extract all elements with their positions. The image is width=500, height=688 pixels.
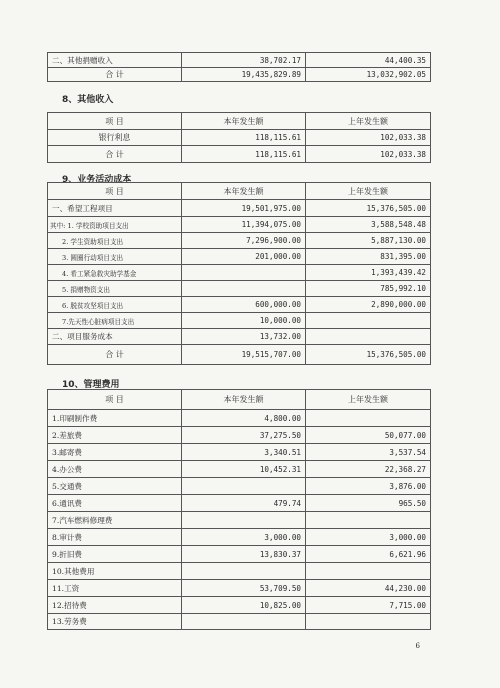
current-year-value: 19,435,829.89 (182, 68, 306, 82)
current-year-value: 10,825.00 (182, 597, 306, 614)
previous-year-value: 3,000.00 (306, 529, 431, 546)
row-label: 10.其他费用 (48, 563, 182, 580)
previous-year-value (306, 329, 431, 345)
row-label: 7.先天性心脏病项目支出 (48, 313, 182, 329)
current-year-value: 201,000.00 (182, 249, 306, 265)
current-year-value: 3,000.00 (182, 529, 306, 546)
current-year-value (182, 265, 306, 281)
column-header: 项 目 (48, 113, 182, 130)
row-label: 5.交通费 (48, 478, 182, 495)
other-income-table (47, 112, 431, 163)
current-year-value (182, 614, 306, 630)
table-row (48, 478, 431, 495)
row-label: 8.审计费 (48, 529, 182, 546)
current-year-value: 479.74 (182, 495, 306, 512)
previous-year-value (306, 410, 431, 427)
column-header: 上年发生额 (306, 390, 431, 410)
table-row (48, 444, 431, 461)
current-year-value: 7,296,900.00 (182, 233, 306, 249)
previous-year-value: 3,537.54 (306, 444, 431, 461)
previous-year-value: 15,376,505.00 (306, 200, 431, 217)
table-row (48, 345, 431, 365)
row-label: 13.劳务费 (48, 614, 182, 630)
row-label: 3.邮寄费 (48, 444, 182, 461)
column-header: 项 目 (48, 183, 182, 200)
table-row (48, 200, 431, 217)
previous-year-value (306, 313, 431, 329)
row-label: 合 计 (48, 345, 182, 365)
current-year-value: 10,452.31 (182, 461, 306, 478)
column-header: 上年发生额 (306, 183, 431, 200)
row-label: 其中: 1. 学校资助项目支出 (48, 217, 182, 233)
table-row (48, 329, 431, 345)
current-year-value: 118,115.61 (182, 130, 306, 146)
table-row (48, 580, 431, 597)
row-label: 合 计 (48, 146, 182, 163)
current-year-value: 37,275.50 (182, 427, 306, 444)
page-number: 6 (415, 642, 420, 650)
current-year-value: 38,702.17 (182, 53, 306, 68)
previous-year-value: 22,368.27 (306, 461, 431, 478)
row-label: 6. 脱贫攻坚项目支出 (48, 297, 182, 313)
current-year-value (182, 563, 306, 580)
table-row (48, 597, 431, 614)
table-row (48, 512, 431, 529)
row-label: 银行利息 (48, 130, 182, 146)
management-expense-table (47, 389, 431, 630)
row-label: 1.印刷制作费 (48, 410, 182, 427)
previous-year-value: 1,393,439.42 (306, 265, 431, 281)
row-label: 二、其他捐赠收入 (48, 53, 182, 68)
table-row (48, 563, 431, 580)
current-year-value (182, 281, 306, 297)
previous-year-value: 15,376,505.00 (306, 345, 431, 365)
section-8-title: 8、其他收入 (62, 95, 114, 105)
table-row (48, 281, 431, 297)
current-year-value: 10,000.00 (182, 313, 306, 329)
current-year-value: 19,515,707.00 (182, 345, 306, 365)
row-label: 3. 圆圈行动项目支出 (48, 249, 182, 265)
table-row (48, 297, 431, 313)
row-label: 一、希望工程项目 (48, 200, 182, 217)
previous-year-value: 3,876.00 (306, 478, 431, 495)
table-row (48, 495, 431, 512)
previous-year-value: 965.50 (306, 495, 431, 512)
current-year-value: 600,000.00 (182, 297, 306, 313)
table-row (48, 546, 431, 563)
row-label: 7.汽车燃料修理费 (48, 512, 182, 529)
table-header-row (48, 183, 431, 200)
previous-year-value: 13,032,902.05 (306, 68, 431, 82)
table-row (48, 461, 431, 478)
row-label: 2.差旅费 (48, 427, 182, 444)
column-header: 上年发生额 (306, 113, 431, 130)
table-header-row (48, 113, 431, 130)
current-year-value: 11,394,075.00 (182, 217, 306, 233)
previous-year-value: 6,621.96 (306, 546, 431, 563)
previous-year-value: 7,715.00 (306, 597, 431, 614)
row-label: 4. 希工紧急救灾助学基金 (48, 265, 182, 281)
current-year-value: 19,501,975.00 (182, 200, 306, 217)
previous-year-value: 44,400.35 (306, 53, 431, 68)
table-header-row (48, 390, 431, 410)
previous-year-value: 44,230.00 (306, 580, 431, 597)
previous-year-value (306, 512, 431, 529)
table-row (48, 68, 431, 82)
row-label: 9.折旧费 (48, 546, 182, 563)
current-year-value (182, 478, 306, 495)
section-10-title: 10、管理费用 (62, 380, 120, 390)
business-activity-cost-table (47, 182, 431, 365)
row-label: 5. 捐赠物资支出 (48, 281, 182, 297)
table-row (48, 427, 431, 444)
row-label: 11.工资 (48, 580, 182, 597)
previous-year-value: 102,033.38 (306, 146, 431, 163)
table-row (48, 410, 431, 427)
table-row (48, 146, 431, 163)
column-header: 项 目 (48, 390, 182, 410)
table-row (48, 313, 431, 329)
current-year-value: 3,340.51 (182, 444, 306, 461)
section-9-title: 9、业务活动成本 (62, 175, 132, 185)
previous-year-value: 3,588,548.48 (306, 217, 431, 233)
row-label: 12.招待费 (48, 597, 182, 614)
previous-year-value (306, 563, 431, 580)
table-row (48, 529, 431, 546)
table-row (48, 265, 431, 281)
table-row (48, 614, 431, 630)
column-header: 本年发生额 (182, 183, 306, 200)
row-label: 6.通讯费 (48, 495, 182, 512)
table-row (48, 233, 431, 249)
current-year-value (182, 512, 306, 529)
previous-year-value: 785,992.10 (306, 281, 431, 297)
table-row (48, 249, 431, 265)
current-year-value: 13,732.00 (182, 329, 306, 345)
previous-year-value: 2,890,000.00 (306, 297, 431, 313)
current-year-value: 118,115.61 (182, 146, 306, 163)
row-label: 2. 学生资助项目支出 (48, 233, 182, 249)
previous-year-value: 102,033.38 (306, 130, 431, 146)
previous-year-value: 50,077.00 (306, 427, 431, 444)
current-year-value: 13,830.37 (182, 546, 306, 563)
previous-year-value: 831,395.00 (306, 249, 431, 265)
current-year-value: 53,709.50 (182, 580, 306, 597)
row-label: 4.办公费 (48, 461, 182, 478)
table-row (48, 217, 431, 233)
top-income-table (47, 52, 431, 82)
row-label: 二、项目服务成本 (48, 329, 182, 345)
previous-year-value (306, 614, 431, 630)
column-header: 本年发生额 (182, 113, 306, 130)
table-row (48, 130, 431, 146)
column-header: 本年发生额 (182, 390, 306, 410)
previous-year-value: 5,887,130.00 (306, 233, 431, 249)
row-label: 合 计 (48, 68, 182, 82)
table-row (48, 53, 431, 68)
current-year-value: 4,800.00 (182, 410, 306, 427)
